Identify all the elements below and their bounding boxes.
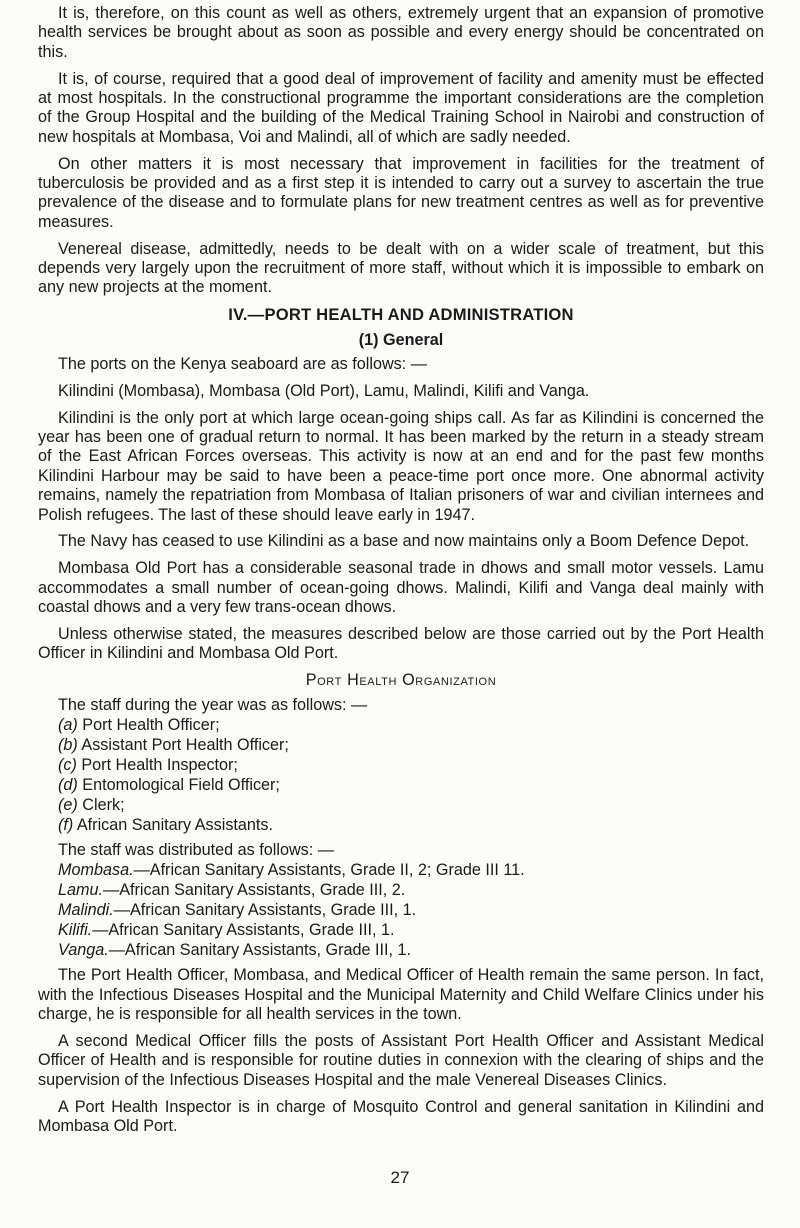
paragraph-navy: The Navy has ceased to use Kilindini as a base and now maintains only a Boom Defence Depot.	[58, 532, 750, 551]
paragraph-venereal-disease: Venereal disease, admittedly, needs to be dealt with on a wider scale of treatment, but this depends very largely upon the recruitment of more staff, without which it is impossible to embark on any new projects at the moment.	[38, 239, 764, 297]
place-name: Kilifi.	[58, 921, 93, 940]
distribution-text: —African Sanitary Assistants, Grade III, 1.	[92, 921, 395, 940]
paragraph-promotive-health: It is, therefore, on this count as well as others, extremely urgent that an expansion of promotive health services be brought about as soon as possible and every energy should be concentrated on this.	[38, 4, 764, 61]
list-text: African Sanitary Assistants.	[73, 815, 274, 834]
list-text: Port Health Inspector;	[76, 755, 238, 774]
list-marker: (b)	[58, 735, 78, 754]
list-item	[58, 880, 764, 900]
list-item	[58, 900, 764, 920]
list-item	[58, 735, 764, 755]
list-text: Assistant Port Health Officer;	[77, 735, 289, 754]
list-marker: (f)	[58, 815, 74, 834]
list-marker: (a)	[58, 715, 78, 734]
list-marker: (c)	[58, 755, 77, 774]
document-page	[38, 4, 764, 1144]
list-text: Entomological Field Officer;	[77, 775, 280, 794]
list-item	[58, 920, 764, 940]
page-number: 27	[390, 1168, 410, 1187]
list-item	[58, 755, 764, 775]
list-marker: (d)	[58, 775, 78, 794]
paragraph-kilindini: Kilindini is the only port at which large ocean-going ships call. As far as Kilindini is concerned the year has been one of gradual return to normal. It has been marked by the return in a steady stream of the East African Forces overseas. This activity is now at an end and for the past few months Kilindini Harbour may be said to have been a peace-time port once more. One abnormal activity remains, namely the repatriation from Mombasa of Italian prisoners of war and civilian internees and Polish refugees. The last of these should leave early in 1947.	[38, 408, 764, 524]
paragraph-ports-intro: The ports on the Kenya seaboard are as follows: —	[58, 355, 427, 374]
distribution-text: —African Sanitary Assistants, Grade II, 2; Grade III 11.	[133, 861, 525, 880]
paragraph-port-health-inspector: A Port Health Inspector is in charge of Mosquito Control and general sanitation in Kilindini and Mombasa Old Port.	[38, 1097, 764, 1135]
paragraph-ports-list: Kilindini (Mombasa), Mombasa (Old Port), Lamu, Malindi, Kilifi and Vanga.	[58, 381, 590, 400]
list-marker: (e)	[58, 795, 78, 814]
paragraph-port-health-officer: The Port Health Officer, Mombasa, and Medical Officer of Health remain the same person. In fact, with the Infectious Diseases Hospital and the Municipal Maternity and Child Welfare Clinics under his charge, he is responsible for all health services in the town.	[38, 966, 764, 1024]
place-name: Mombasa.	[58, 861, 134, 880]
distribution-text: —African Sanitary Assistants, Grade III, 1.	[113, 901, 417, 920]
list-item	[58, 940, 764, 960]
list-item	[58, 775, 764, 795]
staff-list	[58, 715, 764, 835]
place-name: Vanga.	[58, 941, 109, 960]
distribution-text: —African Sanitary Assistants, Grade III, 2.	[103, 881, 406, 900]
list-item	[58, 815, 764, 835]
list-text: Port Health Officer;	[77, 715, 220, 734]
paragraph-tuberculosis: On other matters it is most necessary that improvement in facilities for the treatment of tuberculosis be provided and as a first step it is intended to carry out a survey to ascertain the true prevalence of the disease and to formulate plans for new treatment centres as well as for preventive measures.	[38, 154, 764, 231]
list-item	[58, 860, 764, 880]
place-name: Malindi.	[58, 901, 114, 920]
distribution-text: —African Sanitary Assistants, Grade III, 1.	[108, 941, 412, 960]
list-item	[58, 715, 764, 735]
paragraph-old-port: Mombasa Old Port has a considerable seasonal trade in dhows and small motor vessels. Lamu accommodates a small number of ocean-going dhows. Malindi, Kilifi and Vanga deal mainly with coastal dhows and a very few trans-ocean dhows.	[38, 559, 764, 617]
distribution-intro: The staff was distributed as follows: —	[58, 840, 334, 859]
distribution-list	[58, 860, 764, 960]
list-text: Clerk;	[77, 795, 125, 814]
paragraph-hospital-improvement: It is, of course, required that a good deal of improvement of facility and amenity must be effected at most hospitals. In the constructional programme the important considerations are the completion of the Group Hospital and the building of the Medical Training School in Nairobi and construction of new hospitals at Mombasa, Voi and Malindi, all of which are sadly needed.	[38, 69, 764, 146]
list-item	[58, 795, 764, 815]
section-heading: IV.—PORT HEALTH AND ADMINISTRATION	[228, 305, 574, 325]
paragraph-measures: Unless otherwise stated, the measures described below are those carried out by the Port Health Officer in Kilindini and Mombasa Old Port.	[38, 624, 764, 663]
place-name: Lamu.	[58, 881, 103, 900]
subsection-heading: (1) General	[358, 330, 444, 349]
org-heading: Port Health Organization	[305, 671, 497, 690]
paragraph-second-medical-officer: A second Medical Officer fills the posts of Assistant Port Health Officer and Assistant Medical Officer of Health and is responsible for routine duties in connexion with the clearing of ships and the supervision of the Infectious Diseases Hospital and the male Venereal Diseases Clinics.	[38, 1031, 764, 1089]
staff-intro: The staff during the year was as follows: —	[58, 695, 368, 714]
